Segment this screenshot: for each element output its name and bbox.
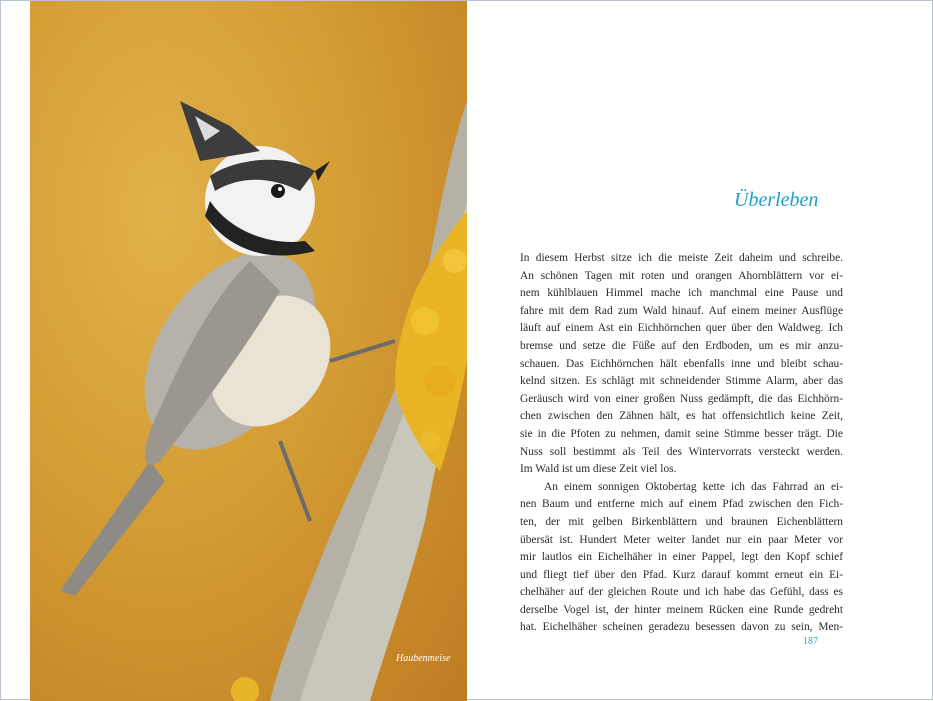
page-number: 187 xyxy=(803,636,818,647)
text-line: An schönen Tagen mit roten und orangen Ahornblättern vor ei- xyxy=(520,269,843,282)
chapter-title: Überleben xyxy=(734,189,819,211)
body-text xyxy=(520,250,843,637)
text-line: In diesem Herbst sitze ich die meiste Zeit daheim und schreibe. xyxy=(520,252,843,264)
text-line: läuft auf einem Ast ein Eichhörnchen quer über den Waldweg. Ich xyxy=(520,322,843,335)
text-line: kelnd sitzen. Es schlägt mit schneidender Stimme Alarm, aber das xyxy=(520,375,843,388)
text-line: sie in die Pfoten zu nehmen, damit seine Stimme besser trägt. Die xyxy=(520,427,843,440)
text-line: Nuss soll bestimmt als Teil des Wintervorrats versteckt werden. xyxy=(520,445,843,458)
text-line: hat. Eichelhäher scheinen geradezu besessen davon zu sein, Men- xyxy=(520,621,843,634)
photo-caption: Haubenmeise xyxy=(396,653,451,664)
crested-tit-illustration xyxy=(30,1,467,701)
text-line: bremse und setze die Füße auf den Erdboden, um es mir anzu- xyxy=(520,339,843,352)
text-line: und fliegt tief über den Pfad. Kurz darauf kommt erneut ein Ei- xyxy=(520,568,843,581)
text-line: chelhäher auf der gleichen Route und ich habe das Gefühl, dass es xyxy=(520,586,843,599)
text-line: chen zwischen den Zähnen hält, es hat offensichtlich keine Zeit, xyxy=(520,410,843,423)
text-line: derselbe Vogel ist, der hinter meinem Rücken eine Runde gedreht xyxy=(520,603,843,616)
text-line: Im Wald ist um diese Zeit viel los. xyxy=(520,463,677,476)
text-line: fahre mit dem Rad zum Wald hinauf. Auf einem meiner Ausflüge xyxy=(520,304,843,317)
text-line: nen Baum und entferne mich auf einem Pfad zwischen den Fich- xyxy=(520,498,843,511)
bird-photo xyxy=(30,1,467,701)
text-line: übersät ist. Hundert Meter weiter landet nur ein paar Meter vor xyxy=(520,533,843,546)
text-line: nem kühlblauen Himmel mache ich manchmal eine Pause und xyxy=(520,287,843,300)
text-line: Geräusch wird von einer großen Nuss gedämpft, die das Eichhörn- xyxy=(520,392,843,405)
text-line: mir lautlos ein Eichelhäher in einer Pappel, legt den Kopf schief xyxy=(520,551,843,564)
text-line: ten, der mit gelben Birkenblättern und braunen Eichenblättern xyxy=(520,515,843,528)
text-line: schauen. Das Eichhörnchen hält ebenfalls inne und bleibt schau- xyxy=(520,357,843,370)
text-line: An einem sonnigen Oktobertag kette ich das Fahrrad an ei- xyxy=(544,480,843,493)
